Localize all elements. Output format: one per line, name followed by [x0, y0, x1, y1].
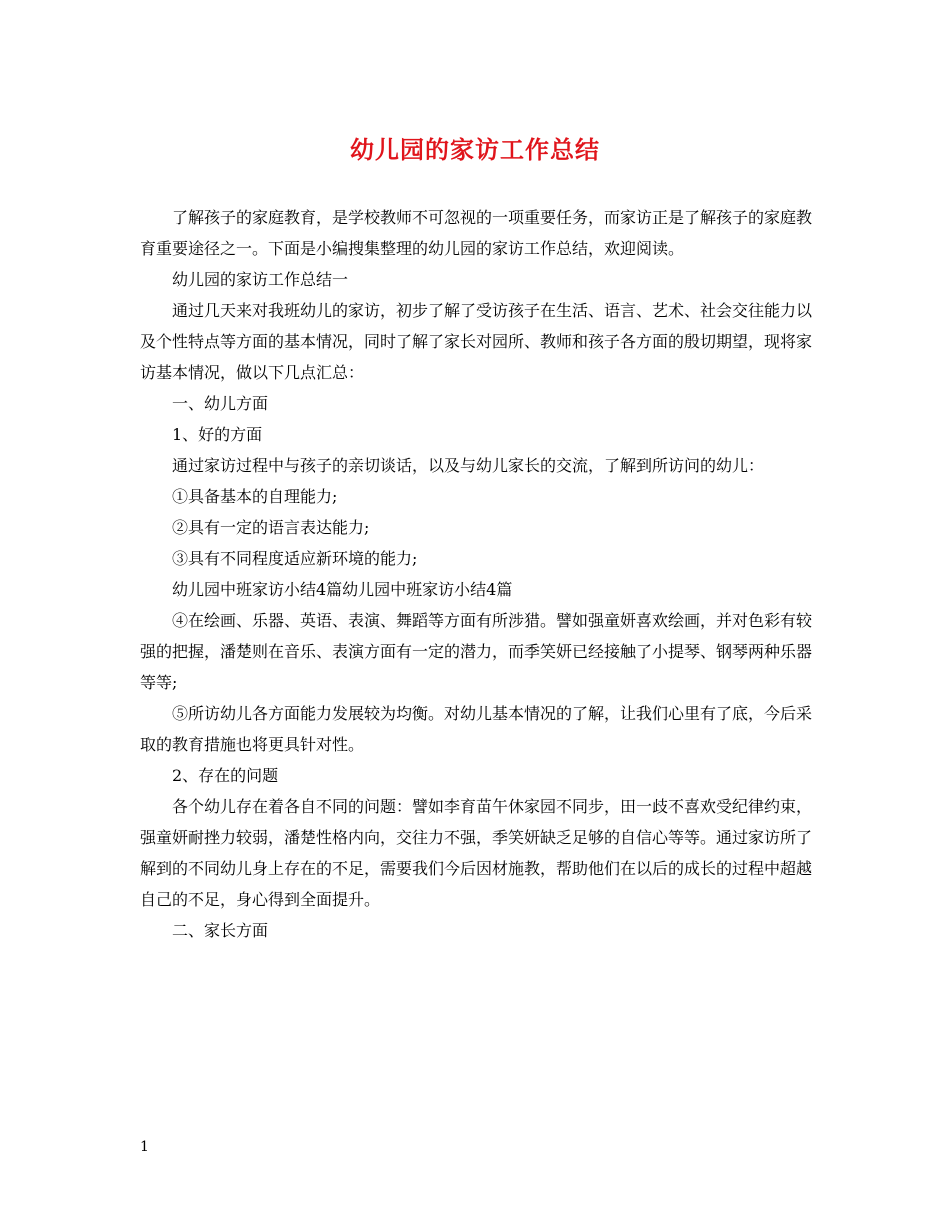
- home-visit-overview-paragraph: 通过几天来对我班幼儿的家访，初步了解了受访孩子在生活、语言、艺术、社会交往能力以及个性特点等方面的基本情况，同时了解了家长对园所、教师和孩子各方面的殷切期望，现将家访基本情况，做以下几点汇总：: [140, 301, 813, 382]
- document-title: 幼儿园的家访工作总结: [350, 135, 600, 164]
- subsection-heading-strengths: 1、好的方面: [172, 425, 263, 444]
- problems-paragraph: 各个幼儿存在着各自不同的问题：譬如李育苗午休家园不同步，田一歧不喜欢受纪律约束，强童妍耐挫力较弱，潘楚性格内向，交往力不强，季笑妍缺乏足够的自信心等等。通过家访所了解到的不同幼儿身上存在的不足，需要我们今后因材施教，帮助他们在以后的成长的过程中超越自己的不足，身心得到全面提升。: [140, 797, 813, 909]
- strengths-intro-paragraph: 通过家访过程中与孩子的亲切谈话，以及与幼儿家长的交流，了解到所访问的幼儿：: [172, 456, 765, 475]
- list-item: ④在绘画、乐器、英语、表演、舞蹈等方面有所涉猎。譬如强童妍喜欢绘画，并对色彩有较强的把握，潘楚则在音乐、表演方面有一定的潜力，而季笑妍已经接触了小提琴、钢琴两种乐器等等;: [140, 611, 813, 692]
- list-item: ⑤所访幼儿各方面能力发展较为均衡。对幼儿基本情况的了解，让我们心里有了底，今后采取的教育措施也将更具针对性。: [140, 704, 813, 754]
- related-article-line: 幼儿园中班家访小结4篇幼儿园中班家访小结4篇: [172, 580, 513, 599]
- list-item: ②具有一定的语言表达能力;: [172, 518, 370, 537]
- list-item: ③具有不同程度适应新环境的能力;: [172, 549, 418, 568]
- section-heading-summary-one: 幼儿园的家访工作总结一: [172, 270, 349, 289]
- intro-paragraph: 了解孩子的家庭教育，是学校教师不可忽视的一项重要任务，而家访正是了解孩子的家庭教育重要途径之一。下面是小编搜集整理的幼儿园的家访工作总结，欢迎阅读。: [140, 208, 813, 258]
- page-number: 1: [140, 1139, 149, 1155]
- document-body: [140, 202, 812, 946]
- subsection-heading-problems: 2、存在的问题: [172, 766, 279, 785]
- section-heading-parents: 二、家长方面: [172, 921, 269, 940]
- section-heading-children: 一、幼儿方面: [172, 394, 269, 413]
- list-item: ①具备基本的自理能力;: [172, 487, 338, 506]
